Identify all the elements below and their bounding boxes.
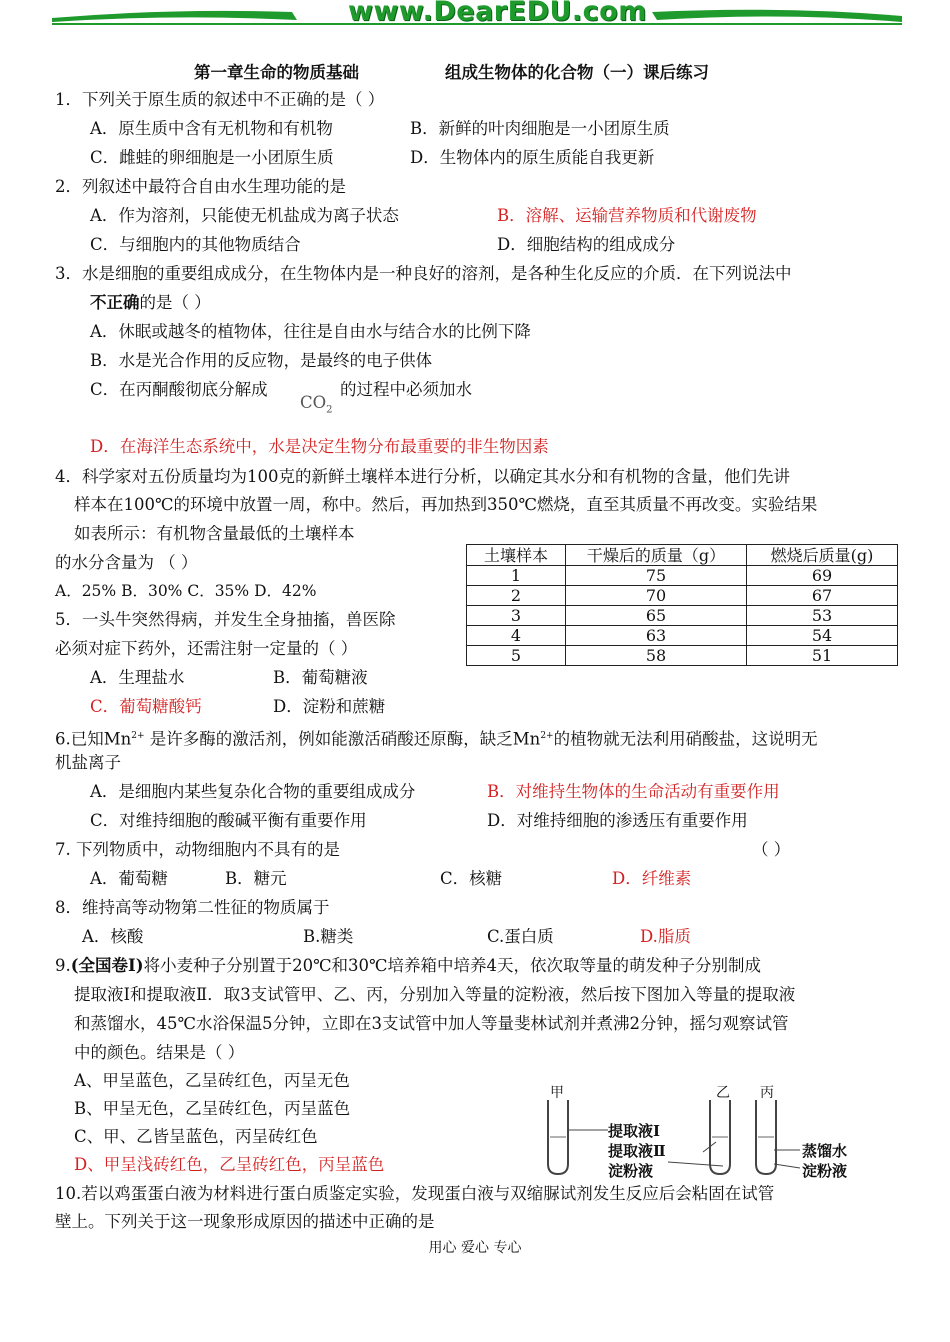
tube-label-yi: 乙 [716,1085,730,1101]
q9-option-d: D、甲呈浅砖红色，乙呈砖红色，丙呈蓝色 [74,1155,385,1174]
q1-option-c: C．雌蛙的卵细胞是一小团原生质 [90,148,334,167]
q8-option-b: B.糖类 [303,927,354,946]
q6-option-a: A．是细胞内某些复杂化合物的重要组成成分 [90,782,416,801]
q5-option-b: B．葡萄糖液 [273,668,368,687]
q2-option-a: A．作为溶剂，只能使无机盐成为离子状态 [90,206,399,225]
topic-title: 组成生物体的化合物（一）课后练习 [445,63,709,82]
table-row [467,586,898,606]
q5-option-d: D．淀粉和蔗糖 [273,697,386,716]
table-cell: 53 [747,606,898,626]
table-header: 土壤样本 [467,545,566,566]
soil-table [466,544,898,666]
q5-line2: 必须对症下药外，还需注射一定量的（ ） [55,639,358,658]
q5-option-a: A．生理盐水 [90,668,185,687]
q2-option-c: C．与细胞内的其他物质结合 [90,235,301,254]
q4-options: A．25% B．30% C．35% D．42% [55,582,317,600]
q10-line2: 壁上。下列关于这一现象形成原因的描述中正确的是 [55,1212,435,1231]
tube-label-bing: 丙 [760,1085,774,1101]
table-cell: 69 [747,566,898,586]
table-row [467,646,898,666]
table-cell: 2 [467,586,566,606]
q8-option-d: D.脂质 [640,927,691,946]
q3-option-c-pre: C．在丙酮酸彻底分解成 [90,380,268,399]
q2-option-b: B．溶解、运输营养物质和代谢废物 [497,206,757,225]
q4-line3: 如表所示：有机物含量最低的土壤样本 [74,524,355,543]
table-cell: 58 [566,646,747,666]
co2-formula [300,390,333,423]
table-row [467,566,898,586]
q7-paren: （ ） [752,840,791,859]
table-cell: 1 [467,566,566,586]
table-cell: 75 [566,566,747,586]
q5-line1: 5．一头牛突然得病，并发生全身抽搐，兽医除 [55,610,396,629]
table-header: 干燥后的质量（g） [566,545,747,566]
table-cell: 70 [566,586,747,606]
table-cell: 54 [747,626,898,646]
page-footer: 用心 爱心 专心 [428,1240,522,1256]
table-header: 燃烧后质量(g) [747,545,898,566]
q10-line1: 10.若以鸡蛋蛋白液为材料进行蛋白质鉴定实验，发现蛋白液与双缩脲试剂发生反应后会粘固在试管 [55,1184,775,1203]
q6-line1 [55,723,818,753]
q5-option-c: C．葡萄糖酸钙 [90,697,202,716]
q9-tag: (全国卷Ⅰ) [70,956,144,975]
q6-pre: 6.已知Mn [55,729,132,749]
table-cell: 51 [747,646,898,666]
q6-option-c: C．对维持细胞的酸碱平衡有重要作用 [90,811,367,830]
q3-option-d: D．在海洋生态系统中，水是决定生物分布最重要的非生物因素 [90,437,549,456]
table-cell: 4 [467,626,566,646]
q9-line1-text: 将小麦种子分别置于20℃和30℃培养箱中培养4天，依次取等量的萌发种子分别制成 [143,956,761,975]
q6-mid: 是许多酶的激活剂，例如能激活硝酸还原酶，缺乏Mn [144,729,541,749]
q4-line4: 的水分含量为 （ ） [55,553,198,572]
q4-line1: 4．科学家对五份质量均为100克的新鲜土壤样本进行分析，以确定其水分和有机物的含量，他们先讲 [55,467,790,486]
label-extract-1: 提取液Ⅰ [608,1122,661,1140]
tube-label-jia: 甲 [550,1085,564,1101]
table-cell: 65 [566,606,747,626]
q6-line2: 机盐离子 [55,753,121,772]
q9-option-b: B、甲呈无色，乙呈砖红色，丙呈蓝色 [74,1099,351,1118]
q3-stem: 3．水是细胞的重要组成成分，在生物体内是一种良好的溶剂，是各种生化反应的介质．在下列说法中 [55,264,792,283]
q8-stem: 8．维持高等动物第二性征的物质属于 [55,898,330,917]
test-tube-figure [538,1082,878,1182]
label-starch-right: 淀粉液 [802,1162,848,1180]
q4-line2: 样本在100℃的环境中放置一周，称中。然后，再加热到350℃燃烧，直至其质量不再改变。实验结果 [74,495,818,514]
chapter-title: 第一章生命的物质基础 [194,63,359,82]
q3-option-b: B．水是光合作用的反应物，是最终的电子供体 [90,351,433,370]
table-cell: 3 [467,606,566,626]
q1-option-b: B．新鲜的叶肉细胞是一小团原生质 [410,119,670,138]
header-banner [52,0,902,28]
q8-option-a: A．核酸 [82,927,144,946]
table-cell: 5 [467,646,566,666]
q9-line4: 中的颜色。结果是（ ） [74,1043,245,1062]
q6-sup: 2+ [131,731,145,741]
site-logo: www.DearEDU.com [348,0,647,27]
q9-line3: 和蒸馏水，45℃水浴保温5分钟，立即在3支试管中加人等量斐林试剂并煮沸2分钟，摇匀观察试管 [74,1014,789,1033]
q3-stem-rest: 的是（ ） [139,293,211,312]
co2-text: CO [300,393,327,412]
q6-post: 的植物就无法利用硝酸盐，这说明无 [553,729,818,749]
label-distilled-water: 蒸馏水 [802,1142,848,1160]
q1-option-a: A．原生质中含有无机物和有机物 [90,119,333,138]
q8-option-c: C.蛋白质 [487,927,554,946]
table-row [467,606,898,626]
co2-sub: 2 [326,404,333,416]
q3-stem-line2 [90,290,211,316]
q7-stem: 7. 下列物质中，动物细胞内不具有的是 [55,840,340,859]
q7-option-d: D．纤维素 [612,869,692,888]
label-starch-left: 淀粉液 [608,1162,654,1180]
q2-stem: 2．列叙述中最符合自由水生理功能的是 [55,177,346,196]
q3-not-correct: 不正确 [90,293,140,312]
q7-option-b: B．糖元 [225,869,287,888]
q3-option-c-post: 的过程中必须加水 [340,380,472,399]
q9-option-c: C、甲、乙皆呈蓝色，丙呈砖红色 [74,1127,318,1146]
q9-option-a: A、甲呈蓝色，乙呈砖红色，丙呈无色 [74,1071,350,1090]
q6-sup2: 2+ [540,731,554,741]
table-row [467,626,898,646]
q7-option-c: C．核糖 [440,869,503,888]
table-cell: 67 [747,586,898,606]
q9-line1: 9.(全国卷Ⅰ)将小麦种子分别置于20℃和30℃培养箱中培养4天，依次取等量的萌发种子分别制成 [55,956,761,975]
q6-option-b: B．对维持生物体的生命活动有重要作用 [487,782,780,801]
q9-line2: 提取液Ⅰ和提取液Ⅱ．取3支试管甲、乙、丙，分别加入等量的淀粉液，然后按下图加入等量的提取液 [74,985,796,1004]
q3-option-a: A．休眠或越冬的植物体，往往是自由水与结合水的比例下降 [90,322,531,341]
q1-stem: 1．下列关于原生质的叙述中不正确的是（ ） [55,90,385,109]
q6-option-d: D．对维持细胞的渗透压有重要作用 [487,811,748,830]
table-cell: 63 [566,626,747,646]
table-header-row [467,545,898,566]
label-extract-2: 提取液Ⅱ [608,1142,666,1160]
q7-option-a: A．葡萄糖 [90,869,168,888]
q1-option-d: D．生物体内的原生质能自我更新 [410,148,655,167]
q2-option-d: D．细胞结构的组成成分 [497,235,676,254]
